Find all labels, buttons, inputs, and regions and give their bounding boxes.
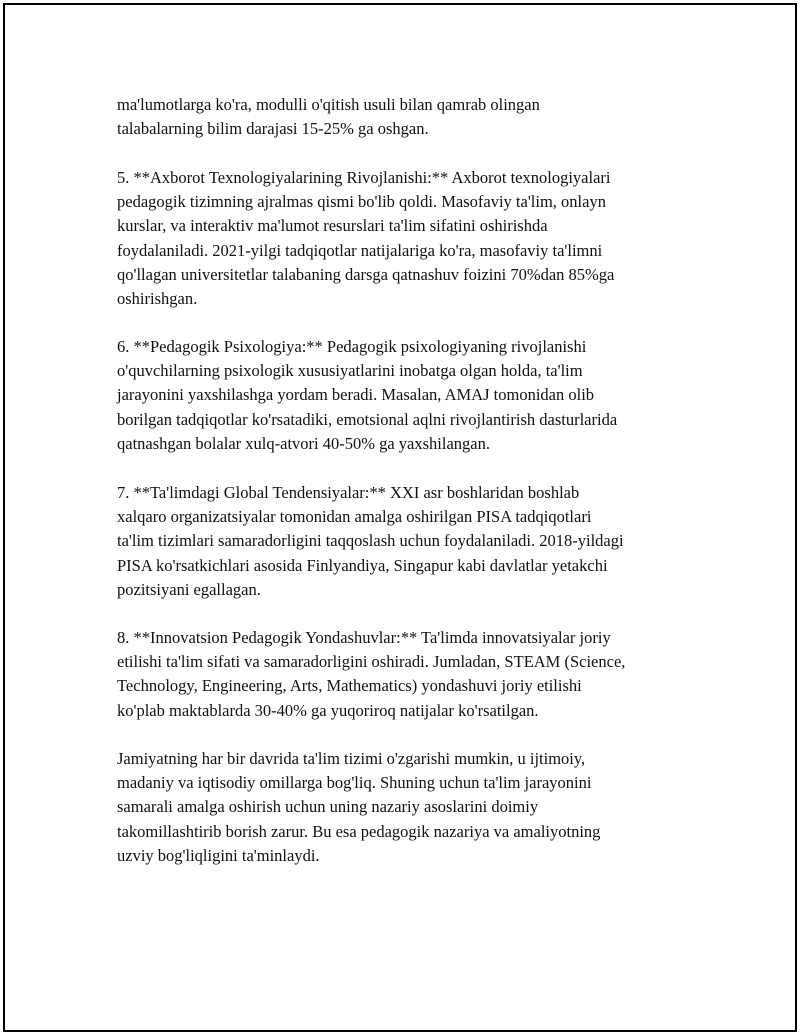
text-line: samarali amalga oshirish uchun uning nazariy asoslarini doimiy (117, 797, 539, 817)
text-line: 5. **Axborot Texnologiyalarining Rivojlanishi:** Axborot texnologiyalari (117, 168, 611, 187)
text-line: ko'plab maktablarda 30-40% ga yuqoriroq natijalar ko'rsatilgan. (117, 700, 539, 720)
text-line: qo'llagan universitetlar talabaning darsga qatnashuv foizini 70%dan 85%ga (117, 264, 615, 284)
paragraph-item-8 (117, 626, 717, 723)
text-line: foydalaniladi. 2021-yilgi tadqiqotlar natijalariga ko'ra, masofaviy ta'limni (117, 240, 603, 260)
text-line: 7. **Ta'limdagi Global Tendensiyalar:** XXI asr boshlaridan boshlab (117, 483, 580, 502)
text-line: jarayonini yaxshilashga yordam beradi. Masalan, AMAJ tomonidan olib (117, 385, 595, 405)
text-line: uzviy bog'liqligini ta'minlaydi. (117, 845, 320, 865)
text-line: madaniy va iqtisodiy omillarga bog'liq. Shuning uchun ta'lim jarayonini (117, 773, 592, 793)
text-line: Jamiyatning har bir davrida ta'lim tizimi o'zgarishi mumkin, u ijtimoiy, (117, 749, 586, 768)
text-line: takomillashtirib borish zarur. Bu esa pedagogik nazariya va amaliyotning (117, 821, 601, 841)
text-line: etilishi ta'lim sifati va samaradorligini oshiradi. Jumladan, STEAM (Science, (117, 652, 626, 672)
paragraph-item-7 (117, 481, 717, 602)
text-line: oshirishgan. (117, 289, 198, 309)
text-line: PISA ko'rsatkichlari asosida Finlyandiya, Singapur kabi davlatlar yetakchi (117, 555, 608, 575)
text-line: pedagogik tizimning ajralmas qismi bo'lib qoldi. Masofaviy ta'lim, onlayn (117, 192, 606, 212)
text-line: ta'lim tizimlari samaradorligini taqqoslash uchun foydalaniladi. 2018-yildagi (117, 531, 624, 551)
text-line: 8. **Innovatsion Pedagogik Yondashuvlar:** Ta'limda innovatsiyalar joriy (117, 628, 611, 647)
text-line: 6. **Pedagogik Psixologiya:** Pedagogik psixologiyaning rivojlanishi (117, 337, 587, 356)
paragraph-conclusion (117, 747, 717, 868)
text-line: talabalarning bilim darajasi 15-25% ga oshgan. (117, 119, 429, 139)
text-line: o'quvchilarning psixologik xususiyatlarini inobatga olgan holda, ta'lim (117, 361, 583, 381)
text-line: xalqaro organizatsiyalar tomonidan amalga oshirilgan PISA tadqiqotlari (117, 507, 592, 527)
paragraph-item-5 (117, 166, 717, 311)
text-line: qatnashgan bolalar xulq-atvori 40-50% ga yaxshilangan. (117, 433, 490, 453)
text-line: borilgan tadqiqotlar ko'rsatadiki, emotsional aqlni rivojlantirish dasturlarida (117, 409, 618, 429)
text-line: pozitsiyani egallagan. (117, 579, 261, 599)
paragraph-item-6 (117, 335, 717, 456)
text-line: kurslar, va interaktiv ma'lumot resurslari ta'lim sifatini oshirishda (117, 216, 548, 236)
text-line: ma'lumotlarga ko'ra, modulli o'qitish usuli bilan qamrab olingan (117, 95, 540, 114)
paragraph-continuation (117, 93, 717, 141)
text-line: Technology, Engineering, Arts, Mathematics) yondashuvi joriy etilishi (117, 676, 582, 696)
